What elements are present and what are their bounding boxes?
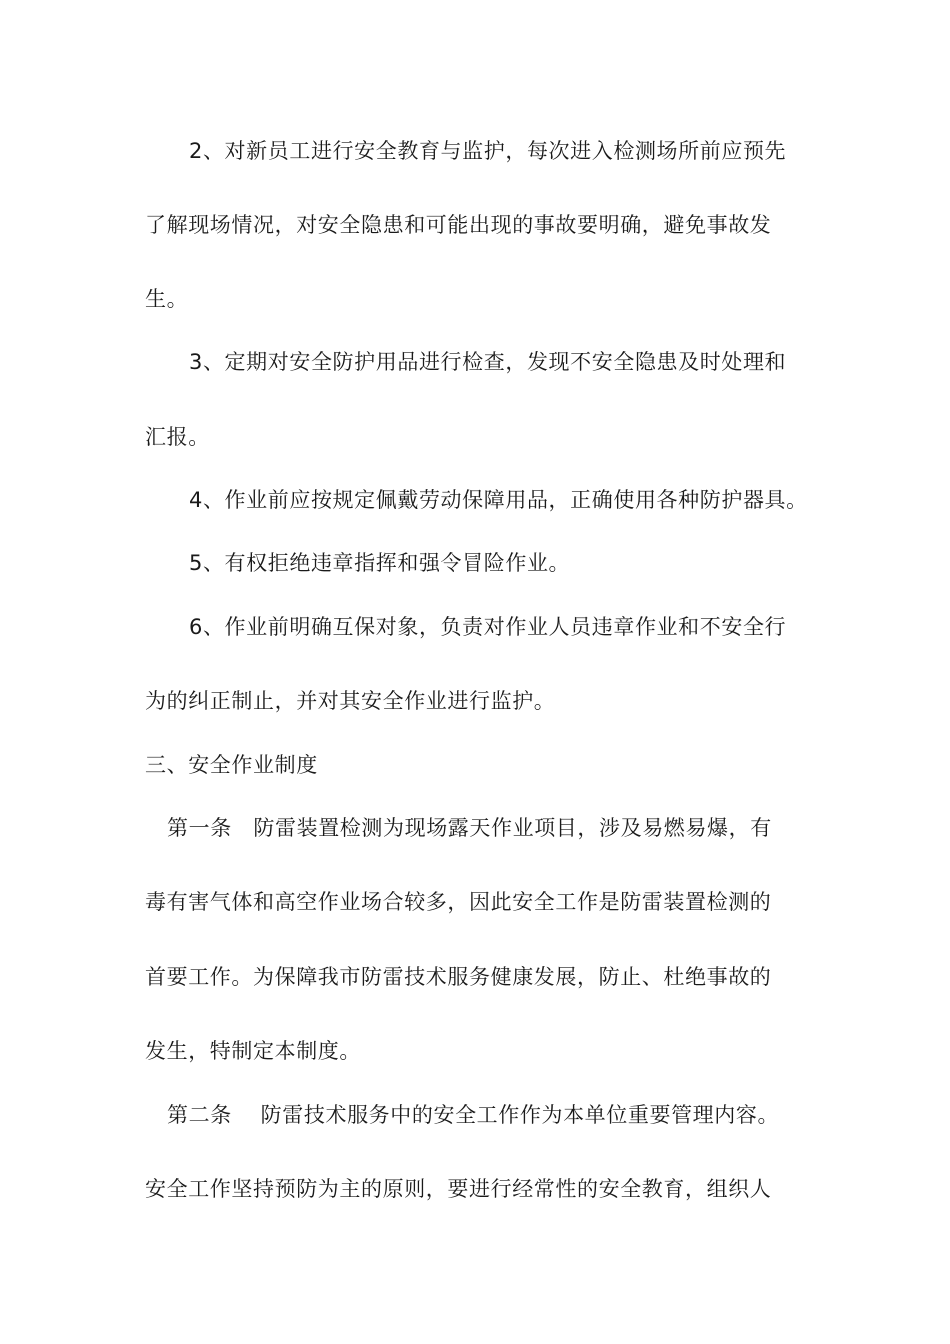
text-line: 为的纠正制止，并对其安全作业进行监护。 [145, 689, 556, 713]
text-line: 了解现场情况，对安全隐患和可能出现的事故要明确，避免事故发 [145, 213, 772, 237]
text-line: 毒有害气体和高空作业场合较多，因此安全工作是防雷装置检测的 [145, 890, 772, 914]
text-line: 3、定期对安全防护用品进行检查，发现不安全隐患及时处理和 [189, 350, 787, 374]
text-line: 生。 [145, 287, 189, 311]
text-line: 2、对新员工进行安全教育与监护，每次进入检测场所前应预先 [189, 139, 787, 163]
text-line: 首要工作。为保障我市防雷技术服务健康发展，防止、杜绝事故的 [145, 965, 772, 989]
text-line: 汇报。 [145, 425, 210, 449]
text-line: 4、作业前应按规定佩戴劳动保障用品，正确使用各种防护器具。 [189, 488, 808, 512]
text-line: 发生，特制定本制度。 [145, 1039, 361, 1063]
text-line: 安全工作坚持预防为主的原则，要进行经常性的安全教育，组织人 [145, 1177, 772, 1201]
text-line: 第二条 防雷技术服务中的安全工作作为本单位重要管理内容。 [167, 1103, 780, 1127]
section-heading: 三、安全作业制度 [145, 753, 318, 777]
text-line: 第一条 防雷装置检测为现场露天作业项目，涉及易燃易爆，有 [167, 816, 772, 840]
text-line: 6、作业前明确互保对象，负责对作业人员违章作业和不安全行 [189, 615, 787, 639]
text-line: 5、有权拒绝违章指挥和强令冒险作业。 [189, 551, 571, 575]
